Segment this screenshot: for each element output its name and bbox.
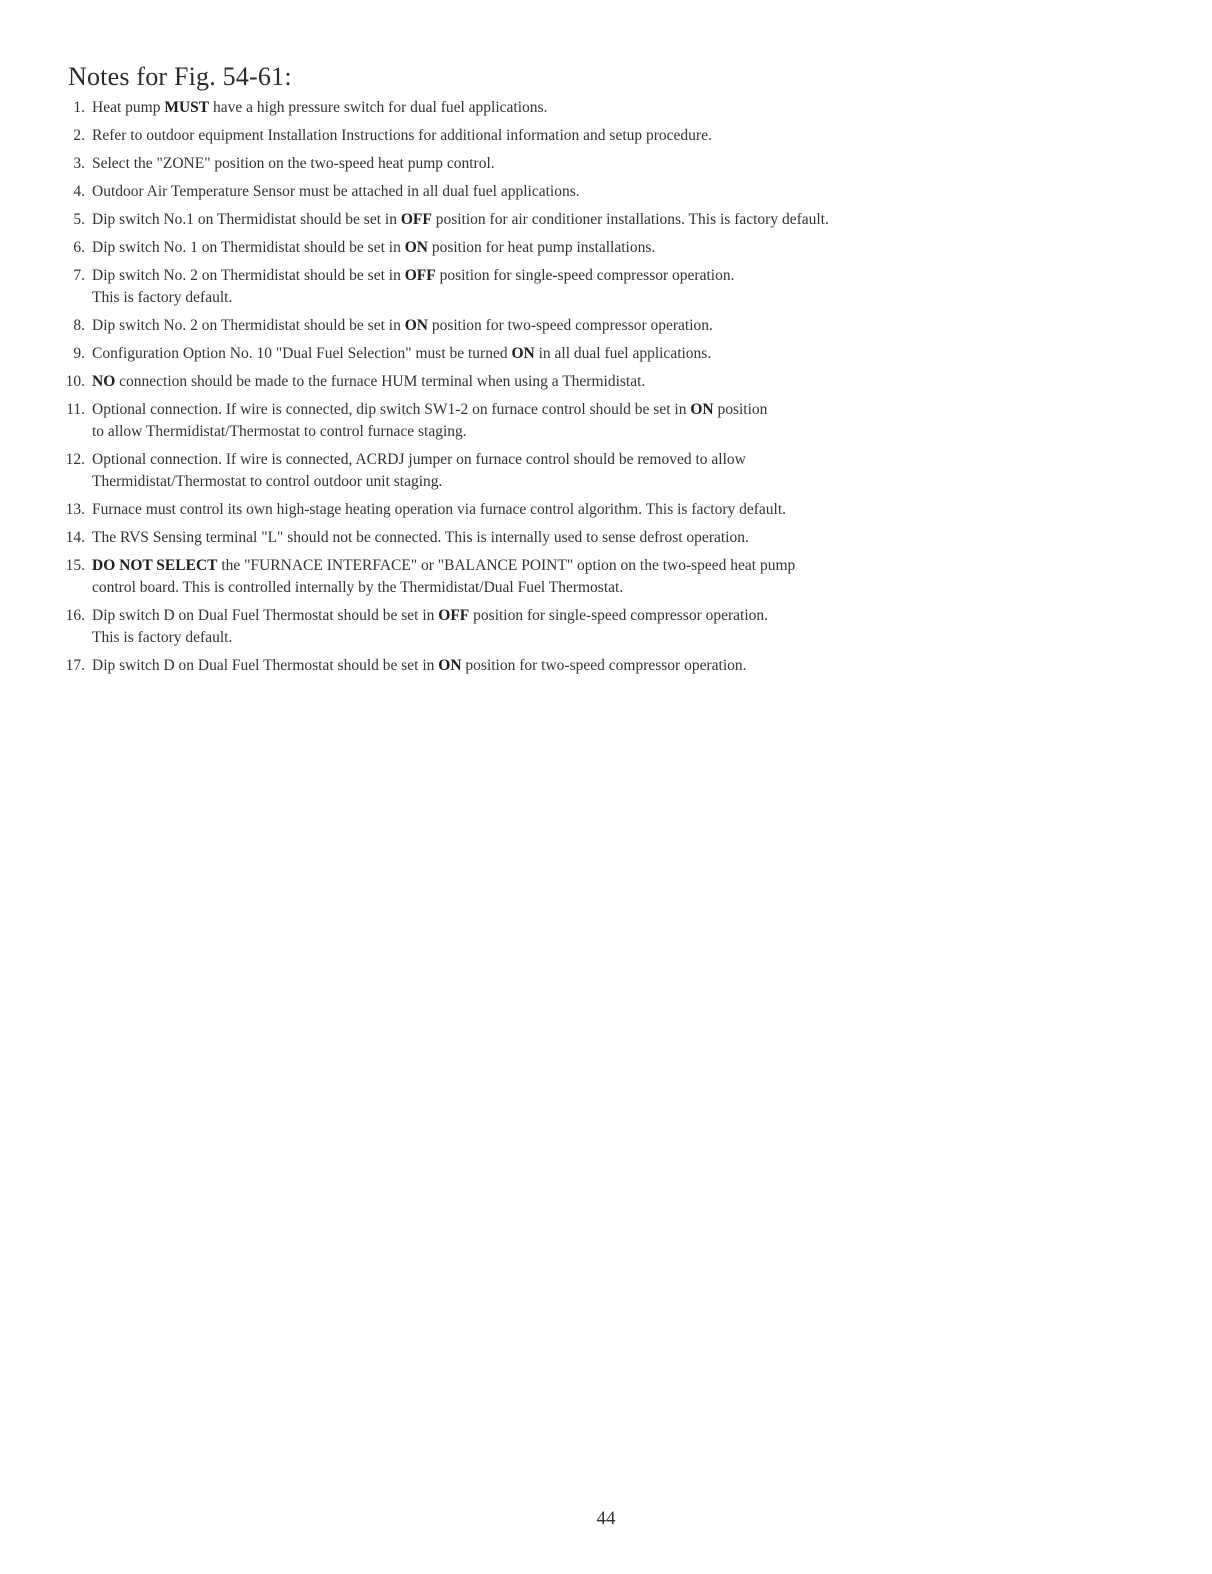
- text-segment: position for single-speed compressor operation.: [435, 267, 735, 284]
- text-segment: to allow Thermidistat/Thermostat to control furnace staging.: [92, 423, 467, 440]
- note-number: 10.: [65, 373, 85, 390]
- note-line: [92, 499, 1160, 521]
- note-number: 6.: [73, 239, 85, 256]
- note-item: [40, 125, 1160, 147]
- note-text: [92, 399, 1160, 443]
- note-text: [92, 315, 1160, 337]
- note-text: [92, 371, 1160, 393]
- text-segment: the "FURNACE INTERFACE" or "BALANCE POINT" option on the two-speed heat pump: [217, 557, 796, 574]
- note-text: [92, 655, 1160, 677]
- note-text: [92, 153, 1160, 175]
- note-item: [40, 449, 1160, 493]
- text-segment: Configuration Option No. 10 "Dual Fuel Selection" must be turned: [92, 345, 512, 362]
- note-line: [92, 627, 1160, 649]
- text-segment: Refer to outdoor equipment Installation Instructions for additional information and setup procedure.: [92, 127, 712, 144]
- text-segment: position: [713, 401, 768, 418]
- emphasis-text: ON: [438, 657, 462, 674]
- note-line: [92, 577, 1160, 599]
- note-line: [92, 399, 1160, 421]
- text-segment: position for heat pump installations.: [427, 239, 656, 256]
- note-number: 9.: [73, 345, 85, 362]
- emphasis-text: MUST: [164, 99, 210, 116]
- note-number: 13.: [65, 501, 85, 518]
- text-segment: Optional connection. If wire is connected, ACRDJ jumper on furnace control should be removed to allow: [92, 451, 746, 468]
- note-item: [40, 153, 1160, 175]
- emphasis-text: DO NOT SELECT: [92, 557, 218, 574]
- note-text: [92, 343, 1160, 365]
- emphasis-text: OFF: [438, 607, 470, 624]
- text-segment: in all dual fuel applications.: [534, 345, 712, 362]
- note-number: 11.: [66, 401, 85, 418]
- text-segment: The RVS Sensing terminal "L" should not be connected. This is internally used to sense defrost operation.: [92, 529, 749, 546]
- emphasis-text: ON: [404, 239, 428, 256]
- emphasis-text: NO: [92, 373, 116, 390]
- text-segment: Heat pump: [92, 99, 165, 116]
- note-line: [92, 449, 1160, 471]
- note-line: [92, 471, 1160, 493]
- note-item: [40, 527, 1160, 549]
- emphasis-text: OFF: [404, 267, 436, 284]
- note-line: [92, 181, 1160, 203]
- text-segment: Optional connection. If wire is connected, dip switch SW1-2 on furnace control should be set in: [92, 401, 691, 418]
- note-line: [92, 287, 1160, 309]
- note-text: [92, 527, 1160, 549]
- text-segment: This is factory default.: [92, 629, 233, 646]
- note-item: [40, 209, 1160, 231]
- notes-list: [40, 97, 1160, 683]
- emphasis-text: ON: [690, 401, 714, 418]
- text-segment: have a high pressure switch for dual fuel applications.: [209, 99, 548, 116]
- text-segment: Dip switch No. 1 on Thermidistat should be set in: [92, 239, 405, 256]
- emphasis-text: ON: [404, 317, 428, 334]
- note-text: [92, 265, 1160, 309]
- note-number: 3.: [73, 155, 85, 172]
- note-item: [40, 343, 1160, 365]
- note-number: 2.: [73, 127, 85, 144]
- note-number: 14.: [65, 529, 85, 546]
- note-item: [40, 555, 1160, 599]
- text-segment: This is factory default.: [92, 289, 233, 306]
- note-item: [40, 371, 1160, 393]
- note-line: [92, 421, 1160, 443]
- note-number: 8.: [73, 317, 85, 334]
- text-segment: Dip switch D on Dual Fuel Thermostat should be set in: [92, 607, 439, 624]
- note-line: [92, 237, 1160, 259]
- emphasis-text: ON: [511, 345, 535, 362]
- note-text: [92, 237, 1160, 259]
- note-text: [92, 209, 1160, 231]
- note-text: [92, 97, 1160, 119]
- text-segment: position for air conditioner installations. This is factory default.: [431, 211, 829, 228]
- note-text: [92, 125, 1160, 147]
- note-number: 15.: [65, 557, 85, 574]
- note-text: [92, 449, 1160, 493]
- note-item: [40, 499, 1160, 521]
- note-text: [92, 555, 1160, 599]
- text-segment: Outdoor Air Temperature Sensor must be attached in all dual fuel applications.: [92, 183, 580, 200]
- note-number: 1.: [73, 99, 85, 116]
- note-number: 17.: [65, 657, 85, 674]
- note-line: [92, 125, 1160, 147]
- note-item: [40, 97, 1160, 119]
- note-line: [92, 605, 1160, 627]
- note-line: [92, 527, 1160, 549]
- note-item: [40, 181, 1160, 203]
- note-number: 4.: [73, 183, 85, 200]
- note-number: 7.: [73, 267, 85, 284]
- text-segment: Dip switch No.1 on Thermidistat should be set in: [92, 211, 401, 228]
- note-item: [40, 655, 1160, 677]
- text-segment: Dip switch No. 2 on Thermidistat should be set in: [92, 317, 405, 334]
- page-title: Notes for Fig. 54-61:: [68, 62, 292, 91]
- text-segment: position for two-speed compressor operation.: [461, 657, 747, 674]
- note-text: [92, 605, 1160, 649]
- note-line: [92, 555, 1160, 577]
- note-line: [92, 371, 1160, 393]
- note-item: [40, 605, 1160, 649]
- note-number: 12.: [65, 451, 85, 468]
- note-item: [40, 315, 1160, 337]
- note-item: [40, 237, 1160, 259]
- note-line: [92, 655, 1160, 677]
- text-segment: Dip switch D on Dual Fuel Thermostat should be set in: [92, 657, 439, 674]
- text-segment: control board. This is controlled internally by the Thermidistat/Dual Fuel Thermostat.: [92, 579, 624, 596]
- note-text: [92, 181, 1160, 203]
- note-number: 16.: [65, 607, 85, 624]
- note-line: [92, 153, 1160, 175]
- text-segment: position for two-speed compressor operation.: [427, 317, 713, 334]
- text-segment: Furnace must control its own high-stage heating operation via furnace control algorithm. This is factory default.: [92, 501, 787, 518]
- text-segment: Thermidistat/Thermostat to control outdoor unit staging.: [92, 473, 443, 490]
- page-number: 44: [596, 1508, 616, 1529]
- emphasis-text: OFF: [400, 211, 432, 228]
- note-line: [92, 97, 1160, 119]
- text-segment: connection should be made to the furnace HUM terminal when using a Thermidistat.: [115, 373, 646, 390]
- note-line: [92, 343, 1160, 365]
- text-segment: position for single-speed compressor operation.: [469, 607, 769, 624]
- note-item: [40, 265, 1160, 309]
- note-text: [92, 499, 1160, 521]
- note-line: [92, 315, 1160, 337]
- text-segment: Dip switch No. 2 on Thermidistat should be set in: [92, 267, 405, 284]
- note-number: 5.: [73, 211, 85, 228]
- note-line: [92, 265, 1160, 287]
- text-segment: Select the "ZONE" position on the two-speed heat pump control.: [92, 155, 495, 172]
- note-item: [40, 399, 1160, 443]
- note-line: [92, 209, 1160, 231]
